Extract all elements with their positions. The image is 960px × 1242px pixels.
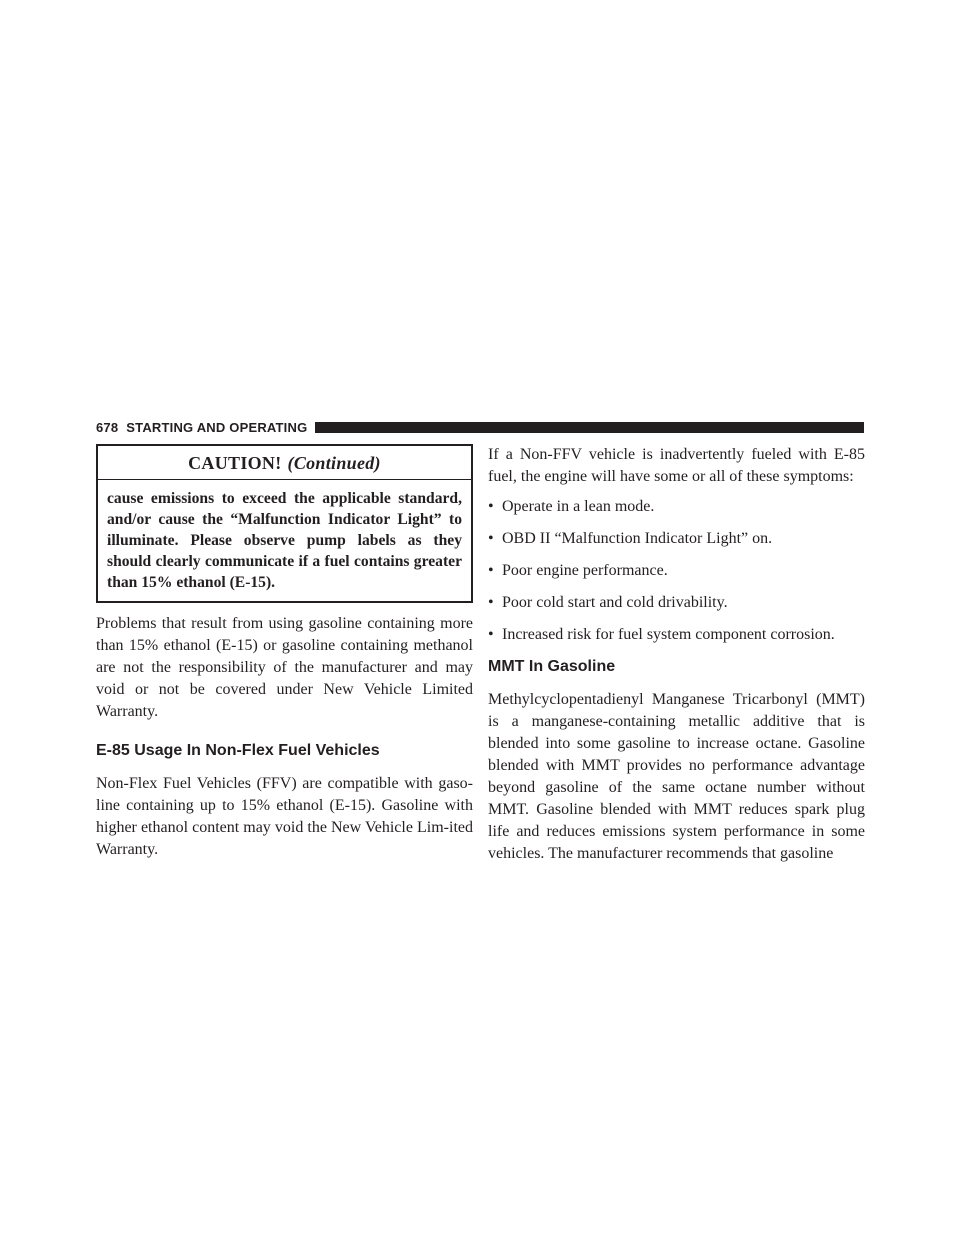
caution-box xyxy=(96,444,473,603)
list-item xyxy=(488,496,865,518)
symptoms-intro: If a Non-FFV vehicle is inadvertently fueled with E-85 fuel, the engine will have some or all of these symptoms: xyxy=(488,446,865,485)
caution-continued: (Continued) xyxy=(287,453,381,473)
section-title: STARTING AND OPERATING xyxy=(126,419,308,435)
e85-heading: E-85 Usage In Non-Flex Fuel Vehicles xyxy=(96,742,380,759)
bullet-icon: • xyxy=(488,626,494,643)
bullet-icon: • xyxy=(488,562,494,579)
caution-text: cause emissions to exceed the applicable standard, and/or cause the “Malfunction Indicator Light” to illuminate. Please observe pump labels as they should clearly communicate if a fuel contains greater than 15% ethanol (E-15). xyxy=(107,490,462,591)
page-number: 678 xyxy=(96,419,119,435)
bullet-icon: • xyxy=(488,498,494,515)
list-item-text: Operate in a lean mode. xyxy=(502,498,655,515)
bullet-icon: • xyxy=(488,594,494,611)
header-rule xyxy=(315,422,864,433)
bullet-icon: • xyxy=(488,530,494,547)
e85-paragraph: Non-Flex Fuel Vehicles (FFV) are compatible with gaso-line containing up to 15% ethanol (E-15). Gasoline with higher ethanol content may void the New Vehicle Lim-ited Warranty. xyxy=(96,775,473,858)
list-item xyxy=(488,624,865,646)
list-item-text: Increased risk for fuel system component corrosion. xyxy=(502,626,835,643)
warranty-paragraph: Problems that result from using gasoline containing more than 15% ethanol (E-15) or gasoline containing methanol are not the responsibility of the manufacturer and may void or not be covered under New Vehicle Limited Warranty. xyxy=(96,615,473,720)
page-header xyxy=(96,419,864,435)
mmt-heading: MMT In Gasoline xyxy=(488,658,616,675)
list-item xyxy=(488,592,865,614)
list-item-text: Poor cold start and cold drivability. xyxy=(502,594,728,611)
caution-title xyxy=(98,446,471,480)
caution-label: CAUTION! xyxy=(188,453,282,473)
list-item-text: OBD II “Malfunction Indicator Light” on. xyxy=(502,530,773,547)
left-column xyxy=(96,444,473,861)
list-item xyxy=(488,560,865,582)
right-column xyxy=(488,444,865,865)
list-item xyxy=(488,528,865,550)
symptoms-list xyxy=(488,496,865,646)
mmt-paragraph: Methylcyclopentadienyl Manganese Tricarbonyl (MMT) is a manganese-containing metallic additive that is blended into some gasoline to increase octane. Gasoline blended with MMT provides no performance advantage beyond gasoline of the same octane number without MMT. Gasoline blended with MMT reduces spark plug life and reduces emissions system performance in some vehicles. The manufacturer recommends that gasoline xyxy=(488,691,865,862)
list-item-text: Poor engine performance. xyxy=(502,562,668,579)
